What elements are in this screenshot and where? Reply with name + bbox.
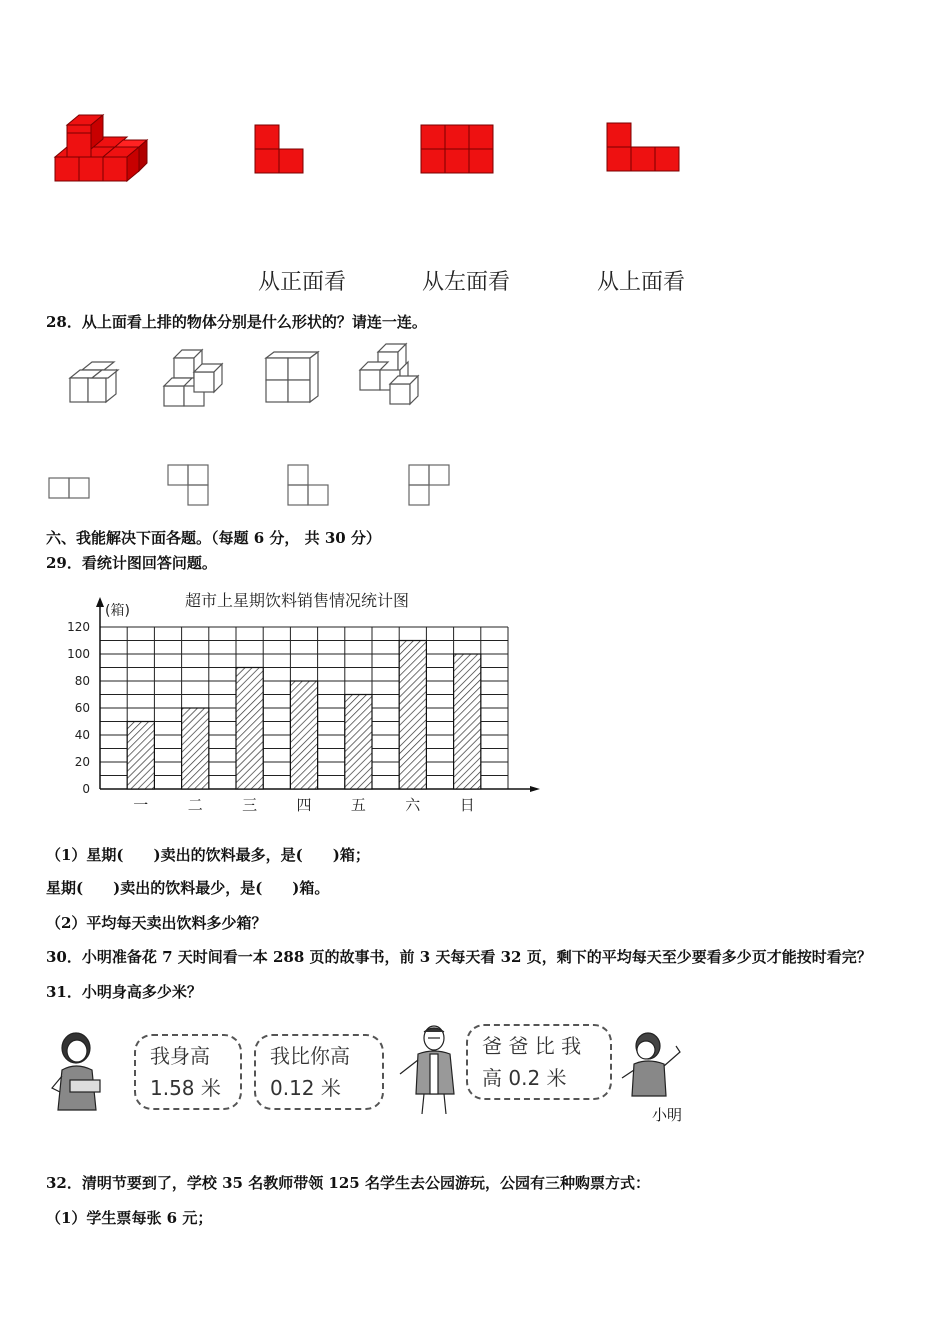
question-32-sub1: （1）学生票每张 6 元；: [46, 1209, 213, 1227]
bubble-3-line-2: 高 0.2 米: [482, 1066, 567, 1090]
father-figure-illustration: [394, 1024, 466, 1116]
question-29: 29．看统计图回答问题。: [46, 554, 217, 572]
y-tick-label: 80: [74, 674, 90, 688]
chart-title: 超市上星期饮料销售情况统计图: [185, 591, 410, 610]
question-29-sub1b: 星期( )卖出的饮料最少，是( )箱。: [46, 879, 330, 897]
x-category-label: 四: [296, 796, 312, 814]
bubble-2-line-2: 0.12 米: [270, 1076, 341, 1100]
y-tick-label: 0: [82, 782, 90, 796]
x-category-label: 一: [133, 796, 149, 814]
bubble-2-line-1: 我比你高: [270, 1044, 350, 1068]
x-category-label: 日: [459, 796, 475, 814]
x-category-label: 五: [350, 796, 366, 814]
bar-7: [454, 654, 481, 789]
bubble-3-line-1: 爸 爸 比 我: [482, 1034, 582, 1058]
bar-1: [127, 722, 154, 790]
y-tick-label: 40: [74, 728, 90, 742]
speech-bubble-1: [134, 1034, 242, 1110]
speech-bubble-2: [254, 1034, 384, 1110]
front-view-label: 从正面看: [258, 270, 347, 295]
xiaoming-figure-illustration: [618, 1030, 688, 1102]
question-31: 31．小明身高多少米？: [46, 983, 202, 1001]
y-tick-label: 20: [74, 755, 90, 769]
bar-3: [236, 668, 263, 790]
y-axis-arrow: [96, 597, 104, 607]
section-6-heading: 六、我能解决下面各题。（每题 6 分， 共 30 分）: [46, 529, 381, 547]
y-tick-label: 100: [67, 647, 90, 661]
left-view-label: 从左面看: [422, 270, 511, 295]
bubble-1-line-1: 我身高: [150, 1044, 210, 1068]
woman-figure-illustration: [50, 1030, 110, 1115]
x-axis-arrow: [530, 786, 540, 792]
xiaoming-label: 小明: [652, 1106, 683, 1124]
bar-4: [290, 681, 317, 789]
bar-5: [345, 695, 372, 790]
bar-6: [399, 641, 426, 790]
x-category-label: 二: [187, 796, 203, 814]
y-tick-label: 120: [67, 620, 90, 634]
question-30: 30．小明准备花 7 天时间看一本 288 页的故事书，前 3 天每天看 32 页，剩下的平均每天至少要看多少页才能按时看完？: [46, 948, 872, 966]
question-29-sub2: （2）平均每天卖出饮料多少箱？: [46, 914, 267, 932]
x-category-label: 三: [242, 796, 258, 814]
speech-bubble-3: [466, 1024, 612, 1100]
question-32: 32．清明节要到了，学校 35 名教师带领 125 名学生去公园游玩，公园有三种购票方式：: [46, 1174, 650, 1192]
question-28: 28．从上面看上排的物体分别是什么形状的？请连一连。: [46, 313, 427, 331]
bubble-1-line-2: 1.58 米: [150, 1076, 221, 1100]
chart-ylabel: (箱): [105, 603, 130, 619]
bar-2: [182, 708, 209, 789]
top-view-label: 从上面看: [597, 270, 686, 295]
y-tick-label: 60: [74, 701, 90, 715]
question-29-sub1a: （1）星期( )卖出的饮料最多，是( )箱；: [46, 846, 370, 864]
x-category-label: 六: [405, 796, 421, 814]
